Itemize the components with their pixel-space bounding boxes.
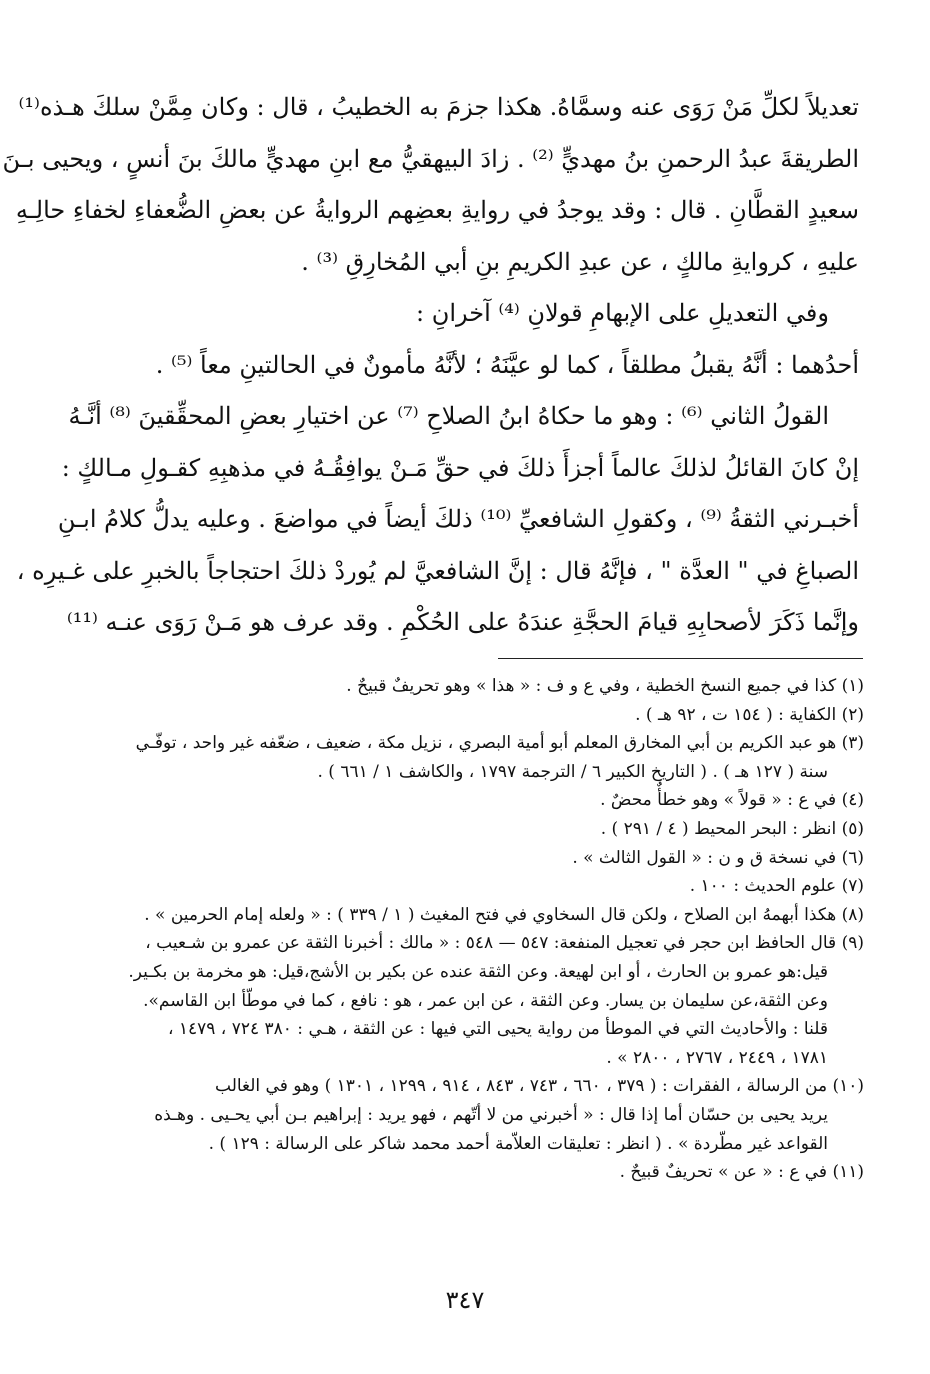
footnote-line: وعن الثقة،عن سليمان بن يسار. وعن الثقة ، عن ابن عمر ، هو : نافع ، كما في موطّأ ابن القاسم».	[143, 990, 828, 1011]
footnote-line: قيل:هو عمرو بن الحارث ، أو ابن لهيعة. وعن الثقة عنده عن بكير بن الأشج،قيل: هو مخرمة بن بكـير.	[128, 961, 828, 982]
footnote-line: (٣) هو عبد الكريم بن أبي المخارق المعلم أبو أمية البصري ، نزيل مكة ، ضعيف ، ضعّفه غير واحد ، توفّـي	[135, 733, 864, 754]
footnote-line: (٨) هكذا أبهمهُ ابن الصلاح ، ولكن قال السخاوي في فتح المغيث ( ١ / ٣٣٩ ) : « ولعله إمام الحرمين » .	[144, 904, 864, 925]
footnote-7	[72, 872, 864, 901]
main-text-line: وفي التعديلِ على الإبهامِ قولانِ ⁽⁴⁾ آخرانِ :	[416, 299, 829, 327]
main-text-line: تعديلاً لكلِّ مَنْ رَوَى عنه وسمَّاهُ. هكذا جزمَ به الخطيبُ ، قال : وكان مِمَّنْ سلكَ هـذه⁽¹⁾	[18, 93, 859, 121]
footnote-9	[72, 929, 864, 1072]
footnote-11	[72, 1158, 864, 1187]
footnote-line: (١٠) من الرسالة ، الفقرات : ( ٣٧٩ ، ٦٦٠ ، ٧٤٣ ، ٨٤٣ ، ٩١٤ ، ١٢٩٩ ، ١٣٠١ ) وهو في الغالب	[215, 1076, 864, 1097]
footnote-line: (٤) في ع : « قولاً » وهو خطأٌ محضٌ .	[600, 790, 864, 811]
footnote-line: (١) كذا في جميع النسخ الخطية ، وفي ع و ف : « هذا » وهو تحريفٌ قبيحٌ .	[346, 676, 864, 696]
footnotes-block	[72, 672, 864, 1187]
footnote-10	[72, 1072, 864, 1158]
footnote-6	[72, 844, 864, 873]
footnote-line: (٦) في نسخة ق و ن : « القول الثالث » .	[572, 847, 864, 868]
main-text-line: وإنَّما ذَكَرَ لأصحابِهِ قيامَ الحجَّةِ عندَهُ على الحُكْمِ . وقد عرف هو مَـنْ رَوَى عنـه ⁽¹¹⁾	[66, 608, 859, 636]
main-text-line: سعيدٍ القطَّانِ . قال : وقد يوجدُ في روايةِ بعضِهم الروايةُ عن بعضِ الضُّعفاءِ لخفاءِ حالِـهِ	[15, 196, 859, 224]
footnote-line: قلنا : والأحاديث التي في الموطأ من رواية يحيى التي فيها : عن الثقة ، هـي : ٣٨٠ ٧٢٤ ، ١٤٧٩ ،	[167, 1019, 828, 1040]
main-text-line: إنْ كانَ القائلُ لذلكَ عالماً أجزأَ ذلكَ في حقِّ مَـنْ يوافِقُـهُ في مذهبِهِ كقـولِ مـالكٍ :	[61, 453, 859, 482]
footnote-line: القواعد غير مطّردة » . ( انظر : تعليقات العلاّمة أحمد محمد شاكر على الرسالة : ١٢٩ ) .	[208, 1133, 828, 1154]
footnote-line: (٢) الكفاية : ( ١٥٤ ت ، ٩٢ هـ ) .	[635, 704, 864, 725]
footnote-line: (٥) انظر : البحر المحيط ( ٤ / ٢٩١ ) .	[600, 818, 864, 839]
main-text-line: عليهِ ، كروايةِ مالكٍ ، عن عبدِ الكريمِ بنِ أبي المُخارِقِ ⁽³⁾ .	[301, 247, 859, 276]
footnote-line: يريد يحيى بن حسّان أما إذا قال : « أخبرني من لا أتّهم ، فهو يريد : إبراهيم بـن أبي يحـيى . وهـذه	[154, 1104, 828, 1125]
footnote-line: (٧) علوم الحديث : ١٠٠ .	[689, 876, 864, 897]
footnote-1	[72, 672, 864, 701]
main-text-line: أخبـرني الثقةُ ⁽⁹⁾ ، وكقولِ الشافعيِّ ⁽¹⁰⁾ ذلكَ أيضاً في مواضعَ . وعليه يدلُّ كلامُ ابـنِ	[57, 505, 859, 533]
footnote-5	[72, 815, 864, 844]
footnote-line: (١١) في ع : « عن » تحريفٌ قبيحٌ .	[619, 1162, 864, 1183]
footnote-line: (٩) قال الحافظ ابن حجر في تعجيل المنفعة: ٥٤٧ — ٥٤٨ : « مالك : أخبرنا الثقة عن عمرو بن شـعيب ،	[145, 933, 864, 954]
page-number: ٣٤٧	[445, 1286, 485, 1314]
main-text-block	[2, 82, 859, 649]
main-text-line: أحدُهما : أنَّهُ يقبلُ مطلقاً ، كما لو عيَّنَهُ ؛ لأنَّهُ مأمونٌ في الحالتينِ معاً ⁽⁵⁾ .	[155, 350, 859, 379]
main-text-line: الطريقةَ عبدُ الرحمنِ بنُ مهديٍّ ⁽²⁾ . زادَ البيهقيُّ مع ابنِ مهديٍّ مالكَ بنَ أنسٍ ، ويحيى بـنَ	[2, 144, 859, 173]
footnote-2	[72, 701, 864, 730]
footnote-3	[72, 729, 864, 786]
footnote-4	[72, 786, 864, 815]
main-text-line: الصباغِ في " العدَّة " ، فإنَّهُ قال : إنَّ الشافعيَّ لم يُوردْ ذلكَ احتجاجاً بالخبرِ على غـيرِه ،	[16, 556, 859, 585]
footnote-divider	[498, 658, 863, 659]
footnote-8	[72, 901, 864, 930]
footnote-line: ١٧٨١ ، ٢٤٤٩ ، ٢٧٦٧ ، ٢٨٠٠ » .	[606, 1047, 828, 1068]
footnote-line: سنة ( ١٢٧ هـ ) . ( التاريخ الكبير ٦ / الترجمة ١٧٩٧ ، والكاشف ١ / ٦٦١ ) .	[317, 761, 828, 782]
main-text-line: القولُ الثاني ⁽⁶⁾ : وهو ما حكاهُ ابنُ الصلاحِ ⁽⁷⁾ عن اختيارِ بعضِ المحقِّقينَ ⁽⁸⁾ أنَّـهُ	[68, 402, 829, 430]
